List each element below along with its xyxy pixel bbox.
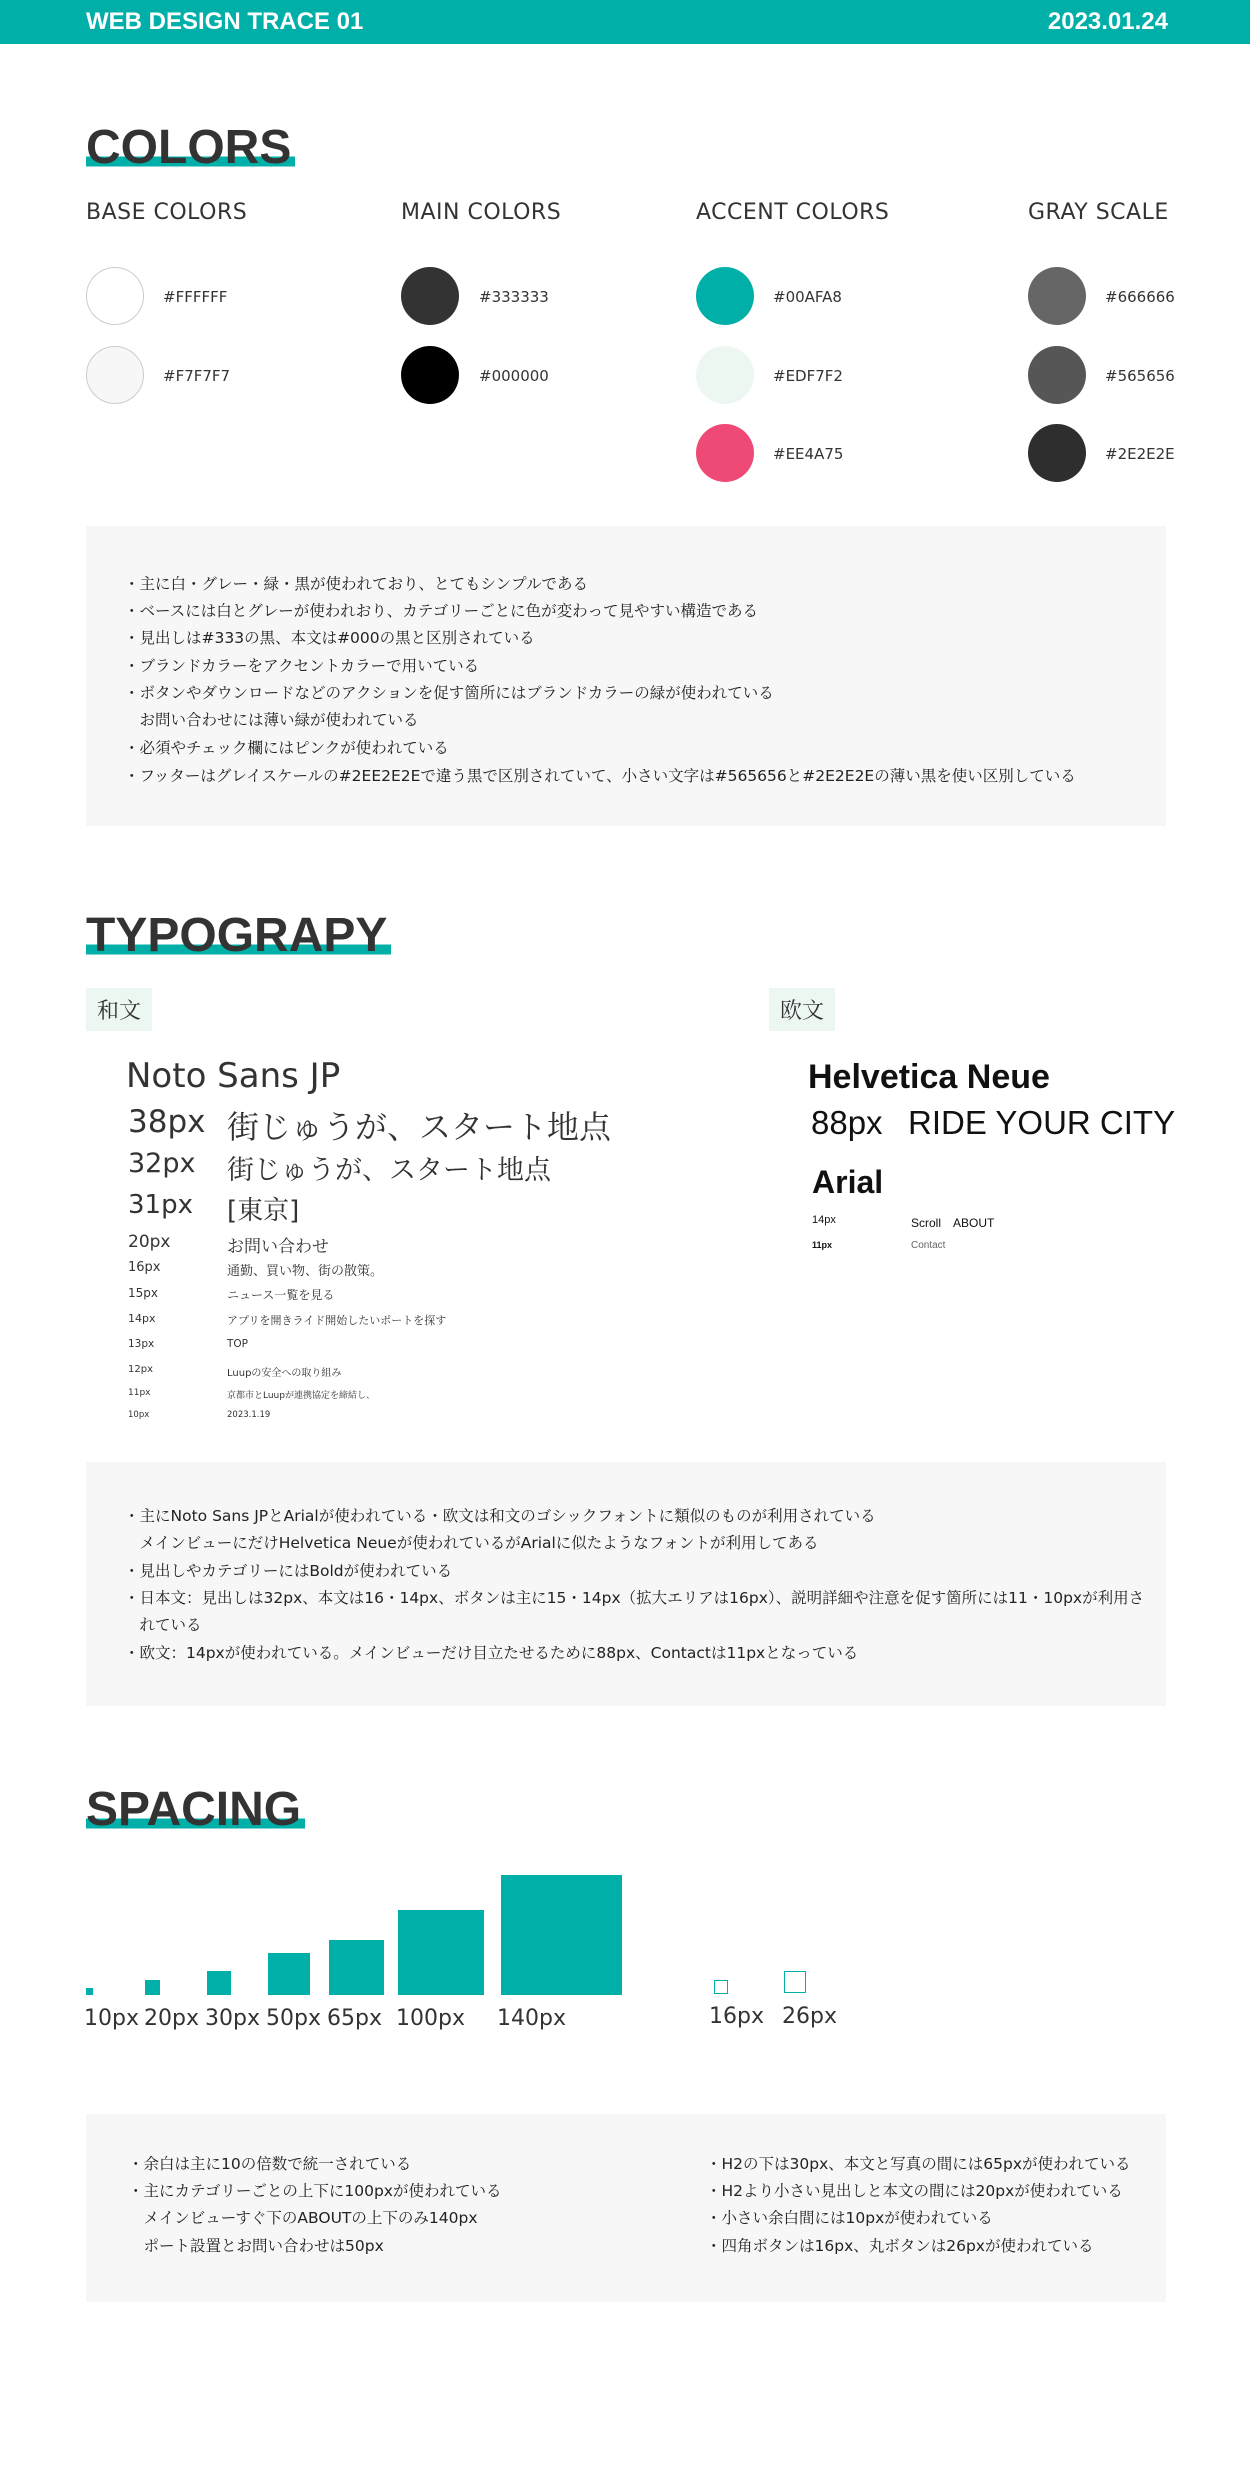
header-bar xyxy=(0,0,1250,44)
spacing-label: 20px xyxy=(144,2006,199,2031)
typography-notes-box xyxy=(86,1462,1166,1706)
spacing-label: 26px xyxy=(782,2004,837,2029)
en-size-label: 88px xyxy=(811,1104,883,1141)
colors-section-title: COLORS xyxy=(86,122,295,174)
jp-sample-text: Luupの安全への取り組み xyxy=(227,1368,342,1379)
gray-scale-heading: GRAY SCALE xyxy=(1028,200,1169,225)
note-line: れている xyxy=(124,1616,202,1634)
en-sample-text: RIDE YOUR CITY xyxy=(908,1104,1176,1141)
en-font-name-arial: Arial xyxy=(812,1164,884,1200)
swatch-edf7f2 xyxy=(696,346,754,404)
note-line: ・主にカテゴリーごとの上下に100pxが使われている xyxy=(128,2182,502,2200)
jp-sample-text: アプリを開きライド開始したいポートを探す xyxy=(227,1314,447,1327)
header-date: 2023.01.24 xyxy=(1047,8,1168,35)
swatch-2e2e2e xyxy=(1028,424,1086,482)
spacing-label: 50px xyxy=(266,2006,321,2031)
spacing-box-100px xyxy=(398,1910,484,1995)
en-font-name-helvetica: Helvetica Neue xyxy=(808,1058,1050,1096)
swatch-label: #00AFA8 xyxy=(773,288,842,306)
note-line: ・四角ボタンは16px、丸ボタンは26pxが使われている xyxy=(706,2237,1094,2255)
note-line: お問い合わせには薄い緑が使われている xyxy=(124,711,419,729)
swatch-ffffff xyxy=(86,267,144,325)
accent-colors-heading: ACCENT COLORS xyxy=(696,200,890,225)
en-font-tag: 欧文 xyxy=(769,988,835,1031)
typography-section-title: TYPOGRAPY xyxy=(86,910,391,962)
spacing-box-50px xyxy=(268,1953,310,1995)
en-size-label: 14px xyxy=(812,1214,836,1226)
jp-font-tag: 和文 xyxy=(86,988,152,1031)
spacing-label: 16px xyxy=(709,2004,764,2029)
swatch-ee4a75 xyxy=(696,424,754,482)
jp-size-label: 32px xyxy=(128,1148,196,1179)
spacing-label: 100px xyxy=(396,2006,465,2031)
jp-size-label: 16px xyxy=(128,1260,161,1275)
note-line: ・ボタンやダウンロードなどのアクションを促す箇所にはブランドカラーの緑が使われている xyxy=(124,684,774,702)
en-sample-text: Contact xyxy=(911,1240,946,1251)
main-colors-heading: MAIN COLORS xyxy=(401,200,562,225)
swatch-label: #666666 xyxy=(1105,288,1175,306)
note-line: ・余白は主に10の倍数で統一されている xyxy=(128,2155,412,2173)
header-title: WEB DESIGN TRACE 01 xyxy=(86,8,364,35)
spacing-outline-box-26px xyxy=(784,1971,806,1993)
note-line: ・H2より小さい見出しと本文の間には20pxが使われている xyxy=(706,2182,1123,2200)
swatch-f7f7f7 xyxy=(86,346,144,404)
jp-size-label: 14px xyxy=(128,1312,156,1325)
jp-sample-text: 2023.1.19 xyxy=(227,1410,271,1420)
note-line: ・H2の下は30px、本文と写真の間には65pxが使われている xyxy=(706,2155,1131,2173)
jp-size-label: 20px xyxy=(128,1232,171,1252)
note-line: ・日本文：見出しは32px、本文は16・14px、ボタンは主に15・14px（拡大エリアは16px）、説明詳細や注意を促す箇所には11・10pxが利用さ xyxy=(124,1589,1145,1607)
jp-size-label: 38px xyxy=(128,1104,206,1140)
swatch-label: #EE4A75 xyxy=(773,445,844,463)
spacing-section-title: SPACING xyxy=(86,1784,305,1836)
jp-sample-text: [東京] xyxy=(227,1196,300,1226)
spacing-box-65px xyxy=(329,1940,384,1995)
swatch-000000 xyxy=(401,346,459,404)
swatch-label: #EDF7F2 xyxy=(773,367,843,385)
note-line: ポート設置とお問い合わせは50px xyxy=(128,2237,384,2255)
spacing-outline-box-16px xyxy=(714,1980,728,1994)
swatch-label: #2E2E2E xyxy=(1105,445,1175,463)
jp-sample-text: 街じゅうが、スタート地点 xyxy=(227,1155,551,1186)
spacing-box-30px xyxy=(207,1971,231,1995)
jp-sample-text: TOP xyxy=(227,1338,249,1350)
note-line: ・ブランドカラーをアクセントカラーで用いている xyxy=(124,657,480,675)
jp-sample-text: ニュース一覧を見る xyxy=(227,1288,335,1302)
note-line: ・ベースには白とグレーが使われおり、カテゴリーごとに色が変わって見やすい構造である xyxy=(124,602,758,620)
jp-size-label: 10px xyxy=(128,1410,150,1420)
swatch-333333 xyxy=(401,267,459,325)
base-colors-heading: BASE COLORS xyxy=(86,200,248,225)
spacing-notes-box xyxy=(86,2114,1166,2302)
jp-size-label: 11px xyxy=(128,1388,151,1398)
note-line: ・見出しは#333の黒、本文は#000の黒と区別されている xyxy=(124,629,535,647)
note-line: メインビューすぐ下のABOUTの上下のみ140px xyxy=(128,2209,478,2227)
jp-size-label: 13px xyxy=(128,1338,155,1350)
swatch-label: #FFFFFF xyxy=(163,288,228,306)
spacing-label: 10px xyxy=(84,2006,139,2031)
note-line: メインビューにだけHelvetica Neueが使われているがArialに似たようなフォントが利用してある xyxy=(124,1534,819,1552)
jp-sample-text: 通勤、買い物、街の散策。 xyxy=(227,1264,384,1279)
spacing-box-140px xyxy=(501,1875,622,1995)
jp-size-label: 12px xyxy=(128,1364,153,1375)
spacing-box-20px xyxy=(145,1980,160,1995)
en-size-label: 11px xyxy=(812,1240,833,1250)
jp-font-name: Noto Sans JP xyxy=(126,1056,341,1096)
note-line: ・見出しやカテゴリーにはBoldが使われている xyxy=(124,1562,453,1580)
jp-sample-text: 街じゅうが、スタート地点 xyxy=(227,1108,612,1146)
colors-notes-box xyxy=(86,526,1166,826)
swatch-666666 xyxy=(1028,267,1086,325)
note-line: ・主にNoto Sans JPとArialが使われている・欧文は和文のゴシックフォントに類似のものが利用されている xyxy=(124,1507,876,1525)
spacing-label: 140px xyxy=(497,2006,566,2031)
note-line: ・必須やチェック欄にはピンクが使われている xyxy=(124,739,449,757)
jp-size-label: 31px xyxy=(128,1190,193,1220)
note-line: ・欧文：14pxが使われている。メインビューだけ目立たせるために88px、Contactは11pxとなっている xyxy=(124,1644,859,1662)
swatch-label: #333333 xyxy=(479,288,549,306)
spacing-label: 30px xyxy=(205,2006,260,2031)
swatch-00afa8 xyxy=(696,267,754,325)
spacing-label: 65px xyxy=(327,2006,382,2031)
en-sample-text: Scroll ABOUT xyxy=(911,1216,995,1230)
jp-sample-text: お問い合わせ xyxy=(227,1237,329,1257)
swatch-565656 xyxy=(1028,346,1086,404)
note-line: ・小さい余白間には10pxが使われている xyxy=(706,2209,993,2227)
note-line: ・フッターはグレイスケールの#2EE2E2Eで違う黒で区別されていて、小さい文字は#565656と#2E2E2Eの薄い黒を使い区別している xyxy=(124,767,1076,785)
swatch-label: #000000 xyxy=(479,367,549,385)
note-line: ・主に白・グレー・緑・黒が使われており、とてもシンプルである xyxy=(124,575,588,593)
spacing-box-10px xyxy=(86,1988,93,1995)
jp-sample-text: 京都市とLuupが連携協定を締結し、 xyxy=(227,1391,375,1401)
swatch-label: #565656 xyxy=(1105,367,1175,385)
swatch-label: #F7F7F7 xyxy=(163,367,231,385)
jp-size-label: 15px xyxy=(128,1286,158,1300)
